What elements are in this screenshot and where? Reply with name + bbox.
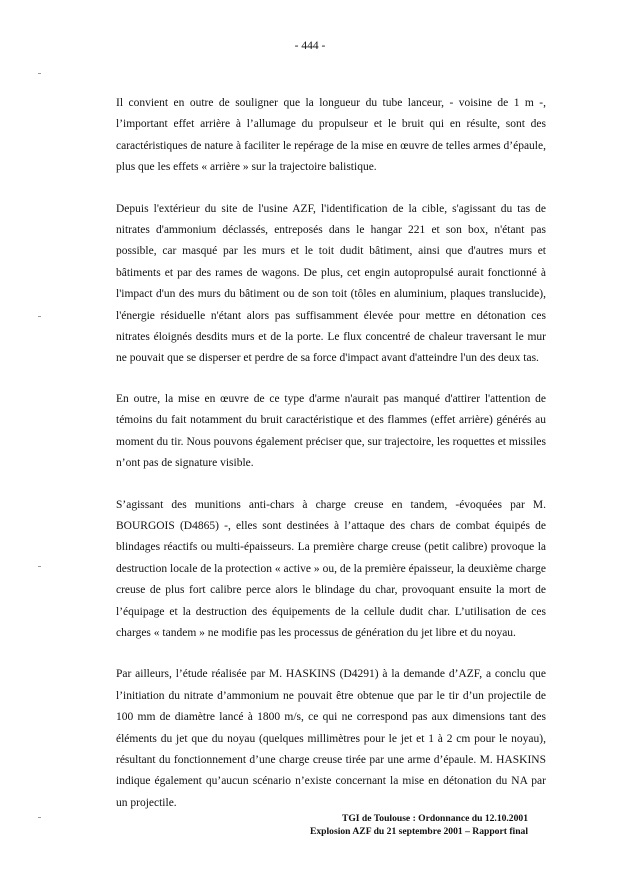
paragraph-4: S’agissant des munitions anti-chars à charge creuse en tandem, -évoquées par M. BOURGOIS (D4865) -, elles sont destinées à l’attaque des chars de combat équipés de blindages réactifs ou multi-épaisseurs. La première charge creuse (petit calibre) provoque la destruction locale de la protection « active » ou, de la première épaisseur, la deuxième charge creuse de plus fort calibre perce alors le blindage du char, provoquant ensuite la mort de l’équipage et la destruction des équipements de la cellule dudit char. L’utilisation de ces charges « tandem » ne modifie pas les processus de génération du jet libre et du noyau.: [116, 498, 546, 639]
margin-mark: [38, 817, 41, 818]
paragraph-2: Depuis l'extérieur du site de l'usine AZF, l'identification de la cible, s'agissant du tas de nitrates d'ammonium déclassés, entreposés dans le hangar 221 et son box, n'étant pas possible, car masqué par les murs et le toit dudit bâtiment, ainsi que d'autres murs et bâtiments et par des rames de wagons. De plus, cet engin autopropulsé aurait fonctionné à l'impact d'un des murs du bâtiment ou de son toit (tôles en aluminium, plaques translucide), l'énergie résiduelle n'étant alors pas suffisamment élevée pour mettre en détonation ces nitrates éloignés desdits murs et de la porte. Le flux concentré de chaleur traversant le mur ne pouvait que se disperser et perdre de sa force d'impact avant d'atteindre l'un des deux tas.: [116, 202, 546, 365]
margin-mark: [38, 316, 41, 317]
paragraph-1: Il convient en outre de souligner que la longueur du tube lanceur, - voisine de 1 m -, l’important effet arrière à l’allumage du propulseur et le bruit qui en résulte, sont des caractéristiques de nature à faciliter le repérage de la mise en œuvre de telles armes d’épaule, plus que les effets « arrière » sur la trajectoire balistique.: [116, 97, 546, 174]
margin-mark: [38, 73, 41, 74]
paragraph-3: En outre, la mise en œuvre de ce type d'arme n'aurait pas manqué d'attirer l'attention de témoins du fait notamment du bruit caractéristique et des flammes (effet arrière) générés au moment du tir. Nous pouvons également préciser que, sur trajectoire, les roquettes et missiles n’ont pas de signature visible.: [116, 392, 546, 470]
paragraph-5: Par ailleurs, l’étude réalisée par M. HASKINS (D4291) à la demande d’AZF, a conclu que l’initiation du nitrate d’ammonium ne pouvait être obtenue que par le tir d’un projectile de 100 mm de diamètre lancé à 1800 m/s, ce qui ne correspond pas aux dimensions tant des éléments du jet que du noyau (quelques millimètres pour le jet et 1 à 2 cm pour le noyau), résultant du fonctionnement d’une charge creuse tirée par une arme d’épaule. M. HASKINS indique également qu’aucun scénario n’existe concernant la mise en détonation du NA par un projectile.: [116, 668, 546, 809]
footer-line-report: Explosion AZF du 21 septembre 2001 – Rapport final: [309, 826, 528, 837]
page-number: - 444 -: [294, 40, 326, 52]
footer-line-court: TGI de Toulouse : Ordonnance du 12.10.2001: [341, 813, 528, 824]
document-footer: [310, 812, 528, 838]
document-body: [116, 93, 546, 834]
margin-mark: [38, 566, 41, 567]
